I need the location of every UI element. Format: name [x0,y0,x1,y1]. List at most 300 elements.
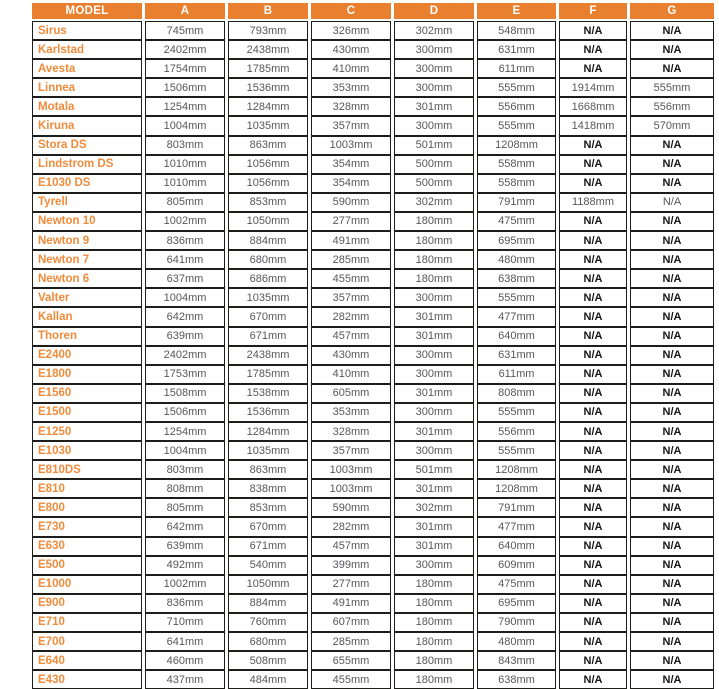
value-cell-d: 300mm [394,556,474,575]
table-row [32,441,714,460]
value-cell-c: 1003mm [311,460,391,479]
value-cell-d: 301mm [394,422,474,441]
value-cell-e: 555mm [477,78,556,97]
value-cell-e: 791mm [477,193,556,212]
value-cell-e: 558mm [477,174,556,193]
value-cell-a: 492mm [145,556,225,575]
value-cell-e: 611mm [477,365,556,384]
value-cell-f: N/A [559,155,627,174]
value-cell-d: 301mm [394,384,474,403]
value-cell-b: 680mm [228,632,308,651]
value-cell-c: 285mm [311,632,391,651]
value-cell-b: 1785mm [228,59,308,78]
value-cell-e: 1208mm [477,136,556,155]
value-cell-g: N/A [630,441,714,460]
table-row [32,269,714,288]
value-cell-d: 302mm [394,193,474,212]
model-cell: E730 [32,517,142,536]
value-cell-a: 808mm [145,479,225,498]
value-cell-a: 1506mm [145,78,225,97]
column-header-a: A [145,3,225,21]
value-cell-a: 803mm [145,136,225,155]
value-cell-b: 540mm [228,556,308,575]
value-cell-g: N/A [630,193,714,212]
value-cell-a: 805mm [145,193,225,212]
value-cell-e: 555mm [477,288,556,307]
value-cell-f: N/A [559,250,627,269]
value-cell-c: 655mm [311,651,391,670]
value-cell-a: 637mm [145,269,225,288]
value-cell-f: N/A [559,21,627,40]
value-cell-c: 430mm [311,346,391,365]
value-cell-g: N/A [630,21,714,40]
value-cell-f: N/A [559,575,627,594]
value-cell-e: 791mm [477,498,556,517]
value-cell-b: 670mm [228,307,308,326]
value-cell-e: 611mm [477,59,556,78]
value-cell-d: 301mm [394,537,474,556]
value-cell-b: 863mm [228,460,308,479]
value-cell-e: 695mm [477,594,556,613]
value-cell-c: 457mm [311,327,391,346]
value-cell-b: 1538mm [228,384,308,403]
value-cell-e: 695mm [477,231,556,250]
value-cell-f: 1188mm [559,193,627,212]
value-cell-g: N/A [630,307,714,326]
value-cell-a: 642mm [145,517,225,536]
value-cell-d: 300mm [394,59,474,78]
value-cell-g: N/A [630,517,714,536]
value-cell-b: 1035mm [228,116,308,135]
value-cell-g: N/A [630,59,714,78]
value-cell-f: N/A [559,517,627,536]
value-cell-e: 555mm [477,403,556,422]
value-cell-a: 1254mm [145,97,225,116]
value-cell-e: 475mm [477,575,556,594]
model-cell: Valter [32,288,142,307]
value-cell-e: 556mm [477,422,556,441]
value-cell-b: 1284mm [228,97,308,116]
value-cell-a: 641mm [145,632,225,651]
table-header [32,3,714,21]
value-cell-a: 710mm [145,613,225,632]
value-cell-a: 1004mm [145,441,225,460]
value-cell-b: 1536mm [228,403,308,422]
value-cell-d: 180mm [394,632,474,651]
value-cell-f: N/A [559,632,627,651]
value-cell-g: N/A [630,250,714,269]
value-cell-c: 455mm [311,670,391,689]
value-cell-f: N/A [559,346,627,365]
value-cell-a: 1004mm [145,288,225,307]
value-cell-g: N/A [630,155,714,174]
value-cell-f: N/A [559,670,627,689]
value-cell-a: 803mm [145,460,225,479]
value-cell-b: 508mm [228,651,308,670]
value-cell-c: 354mm [311,155,391,174]
value-cell-b: 671mm [228,537,308,556]
value-cell-b: 1785mm [228,365,308,384]
value-cell-d: 180mm [394,575,474,594]
value-cell-d: 302mm [394,498,474,517]
value-cell-b: 1035mm [228,288,308,307]
value-cell-f: N/A [559,365,627,384]
value-cell-g: N/A [630,346,714,365]
table-header-row [32,3,714,21]
value-cell-b: 2438mm [228,346,308,365]
table-row [32,231,714,250]
model-cell: Newton 7 [32,250,142,269]
value-cell-f: N/A [559,651,627,670]
value-cell-b: 853mm [228,498,308,517]
model-cell: E500 [32,556,142,575]
value-cell-f: 1914mm [559,78,627,97]
value-cell-c: 1003mm [311,136,391,155]
value-cell-e: 556mm [477,97,556,116]
value-cell-e: 480mm [477,632,556,651]
value-cell-g: N/A [630,575,714,594]
value-cell-d: 500mm [394,155,474,174]
value-cell-e: 480mm [477,250,556,269]
model-cell: Thoren [32,327,142,346]
value-cell-f: N/A [559,556,627,575]
value-cell-e: 555mm [477,441,556,460]
value-cell-d: 180mm [394,250,474,269]
value-cell-d: 301mm [394,479,474,498]
value-cell-g: N/A [630,288,714,307]
value-cell-c: 285mm [311,250,391,269]
value-cell-a: 1002mm [145,212,225,231]
table-row [32,422,714,441]
value-cell-b: 1536mm [228,78,308,97]
model-cell: E1030 DS [32,174,142,193]
value-cell-d: 180mm [394,231,474,250]
model-cell: E430 [32,670,142,689]
value-cell-a: 1010mm [145,174,225,193]
value-cell-f: N/A [559,498,627,517]
value-cell-e: 640mm [477,327,556,346]
value-cell-c: 491mm [311,231,391,250]
value-cell-f: N/A [559,269,627,288]
table-row [32,288,714,307]
value-cell-f: N/A [559,384,627,403]
table-row [32,327,714,346]
value-cell-f: N/A [559,212,627,231]
value-cell-f: N/A [559,174,627,193]
value-cell-g: N/A [630,384,714,403]
value-cell-a: 2402mm [145,40,225,59]
value-cell-b: 793mm [228,21,308,40]
model-cell: Newton 10 [32,212,142,231]
value-cell-a: 1010mm [145,155,225,174]
value-cell-a: 642mm [145,307,225,326]
value-cell-c: 282mm [311,307,391,326]
value-cell-f: N/A [559,460,627,479]
table-row [32,59,714,78]
value-cell-e: 475mm [477,212,556,231]
model-cell: Kiruna [32,116,142,135]
model-cell: E810DS [32,460,142,479]
value-cell-c: 491mm [311,594,391,613]
value-cell-d: 300mm [394,116,474,135]
value-cell-d: 301mm [394,307,474,326]
value-cell-g: N/A [630,498,714,517]
value-cell-f: 1668mm [559,97,627,116]
value-cell-g: N/A [630,651,714,670]
table-row [32,632,714,651]
value-cell-e: 548mm [477,21,556,40]
value-cell-b: 838mm [228,479,308,498]
value-cell-b: 671mm [228,327,308,346]
value-cell-c: 357mm [311,441,391,460]
value-cell-b: 1056mm [228,155,308,174]
value-cell-c: 328mm [311,422,391,441]
value-cell-g: 556mm [630,97,714,116]
value-cell-c: 410mm [311,59,391,78]
value-cell-g: N/A [630,479,714,498]
value-cell-f: N/A [559,613,627,632]
model-cell: E1800 [32,365,142,384]
column-header-g: G [630,3,714,21]
table-row [32,594,714,613]
table-row [32,575,714,594]
value-cell-d: 180mm [394,613,474,632]
value-cell-c: 357mm [311,288,391,307]
value-cell-g: N/A [630,594,714,613]
value-cell-d: 301mm [394,97,474,116]
value-cell-f: N/A [559,403,627,422]
value-cell-e: 638mm [477,670,556,689]
value-cell-f: N/A [559,288,627,307]
value-cell-e: 477mm [477,307,556,326]
column-header-model: MODEL [32,3,142,21]
value-cell-d: 501mm [394,460,474,479]
value-cell-a: 1753mm [145,365,225,384]
model-cell: E1000 [32,575,142,594]
value-cell-b: 1035mm [228,441,308,460]
value-cell-b: 1050mm [228,575,308,594]
value-cell-a: 745mm [145,21,225,40]
value-cell-a: 805mm [145,498,225,517]
value-cell-c: 326mm [311,21,391,40]
value-cell-e: 808mm [477,384,556,403]
value-cell-a: 641mm [145,250,225,269]
table-row [32,651,714,670]
model-cell: Lindstrom DS [32,155,142,174]
value-cell-b: 680mm [228,250,308,269]
value-cell-e: 609mm [477,556,556,575]
table-row [32,155,714,174]
value-cell-f: N/A [559,231,627,250]
value-cell-a: 639mm [145,537,225,556]
value-cell-c: 399mm [311,556,391,575]
model-cell: Newton 9 [32,231,142,250]
table-row [32,250,714,269]
value-cell-b: 884mm [228,231,308,250]
value-cell-a: 2402mm [145,346,225,365]
value-cell-b: 1284mm [228,422,308,441]
value-cell-f: N/A [559,307,627,326]
table-row [32,21,714,40]
model-cell: E1030 [32,441,142,460]
table-row [32,78,714,97]
value-cell-g: N/A [630,670,714,689]
table-row [32,479,714,498]
value-cell-d: 300mm [394,441,474,460]
value-cell-g: N/A [630,460,714,479]
value-cell-c: 605mm [311,384,391,403]
model-cell: E900 [32,594,142,613]
value-cell-e: 1208mm [477,479,556,498]
value-cell-a: 836mm [145,594,225,613]
value-cell-c: 590mm [311,193,391,212]
value-cell-d: 301mm [394,327,474,346]
model-cell: E640 [32,651,142,670]
value-cell-g: N/A [630,556,714,575]
value-cell-c: 277mm [311,575,391,594]
value-cell-f: N/A [559,40,627,59]
table-row [32,212,714,231]
value-cell-d: 501mm [394,136,474,155]
value-cell-f: N/A [559,422,627,441]
table-row [32,193,714,212]
value-cell-g: N/A [630,269,714,288]
value-cell-g: 570mm [630,116,714,135]
table-row [32,40,714,59]
value-cell-f: N/A [559,327,627,346]
table-row [32,384,714,403]
value-cell-d: 300mm [394,40,474,59]
value-cell-d: 300mm [394,403,474,422]
value-cell-a: 1754mm [145,59,225,78]
model-cell: Motala [32,97,142,116]
value-cell-b: 686mm [228,269,308,288]
value-cell-e: 640mm [477,537,556,556]
value-cell-c: 277mm [311,212,391,231]
model-cell: Avesta [32,59,142,78]
model-cell: Sirus [32,21,142,40]
value-cell-f: N/A [559,441,627,460]
value-cell-g: N/A [630,632,714,651]
value-cell-c: 457mm [311,537,391,556]
value-cell-c: 357mm [311,116,391,135]
value-cell-d: 300mm [394,346,474,365]
value-cell-a: 1004mm [145,116,225,135]
value-cell-c: 410mm [311,365,391,384]
table-row [32,613,714,632]
table-row [32,307,714,326]
value-cell-b: 484mm [228,670,308,689]
value-cell-d: 300mm [394,78,474,97]
value-cell-g: N/A [630,327,714,346]
value-cell-g: 555mm [630,78,714,97]
table-row [32,556,714,575]
model-cell: E2400 [32,346,142,365]
value-cell-b: 1056mm [228,174,308,193]
value-cell-a: 1002mm [145,575,225,594]
value-cell-g: N/A [630,403,714,422]
value-cell-e: 558mm [477,155,556,174]
value-cell-b: 884mm [228,594,308,613]
column-header-f: F [559,3,627,21]
value-cell-a: 1506mm [145,403,225,422]
model-cell: E1500 [32,403,142,422]
value-cell-a: 639mm [145,327,225,346]
value-cell-c: 590mm [311,498,391,517]
model-cell: E1250 [32,422,142,441]
table-row [32,97,714,116]
value-cell-a: 460mm [145,651,225,670]
table-row [32,498,714,517]
value-cell-f: N/A [559,136,627,155]
value-cell-d: 302mm [394,21,474,40]
column-header-e: E [477,3,556,21]
value-cell-g: N/A [630,40,714,59]
value-cell-b: 760mm [228,613,308,632]
value-cell-d: 180mm [394,670,474,689]
value-cell-e: 843mm [477,651,556,670]
value-cell-b: 670mm [228,517,308,536]
value-cell-e: 1208mm [477,460,556,479]
value-cell-c: 328mm [311,97,391,116]
value-cell-g: N/A [630,174,714,193]
model-cell: E710 [32,613,142,632]
model-cell: Stora DS [32,136,142,155]
value-cell-g: N/A [630,212,714,231]
column-header-c: C [311,3,391,21]
table-row [32,116,714,135]
value-cell-e: 638mm [477,269,556,288]
value-cell-d: 301mm [394,517,474,536]
value-cell-b: 853mm [228,193,308,212]
table-body [32,21,714,689]
value-cell-c: 353mm [311,78,391,97]
model-dimensions-table [29,3,717,689]
value-cell-c: 282mm [311,517,391,536]
value-cell-a: 1254mm [145,422,225,441]
model-cell: E630 [32,537,142,556]
value-cell-c: 430mm [311,40,391,59]
table-row [32,346,714,365]
table-row-partial [32,670,714,689]
table-row [32,403,714,422]
table-row [32,537,714,556]
value-cell-g: N/A [630,231,714,250]
value-cell-d: 180mm [394,212,474,231]
value-cell-f: N/A [559,594,627,613]
model-cell: Karlstad [32,40,142,59]
value-cell-e: 790mm [477,613,556,632]
value-cell-f: 1418mm [559,116,627,135]
value-cell-e: 477mm [477,517,556,536]
value-cell-c: 607mm [311,613,391,632]
value-cell-b: 1050mm [228,212,308,231]
value-cell-a: 1508mm [145,384,225,403]
model-cell: Newton 6 [32,269,142,288]
value-cell-d: 300mm [394,365,474,384]
value-cell-c: 354mm [311,174,391,193]
model-cell: E1560 [32,384,142,403]
value-cell-b: 2438mm [228,40,308,59]
table-row [32,517,714,536]
value-cell-g: N/A [630,613,714,632]
column-header-d: D [394,3,474,21]
model-cell: E810 [32,479,142,498]
value-cell-b: 863mm [228,136,308,155]
table-row [32,136,714,155]
value-cell-a: 836mm [145,231,225,250]
value-cell-d: 180mm [394,594,474,613]
